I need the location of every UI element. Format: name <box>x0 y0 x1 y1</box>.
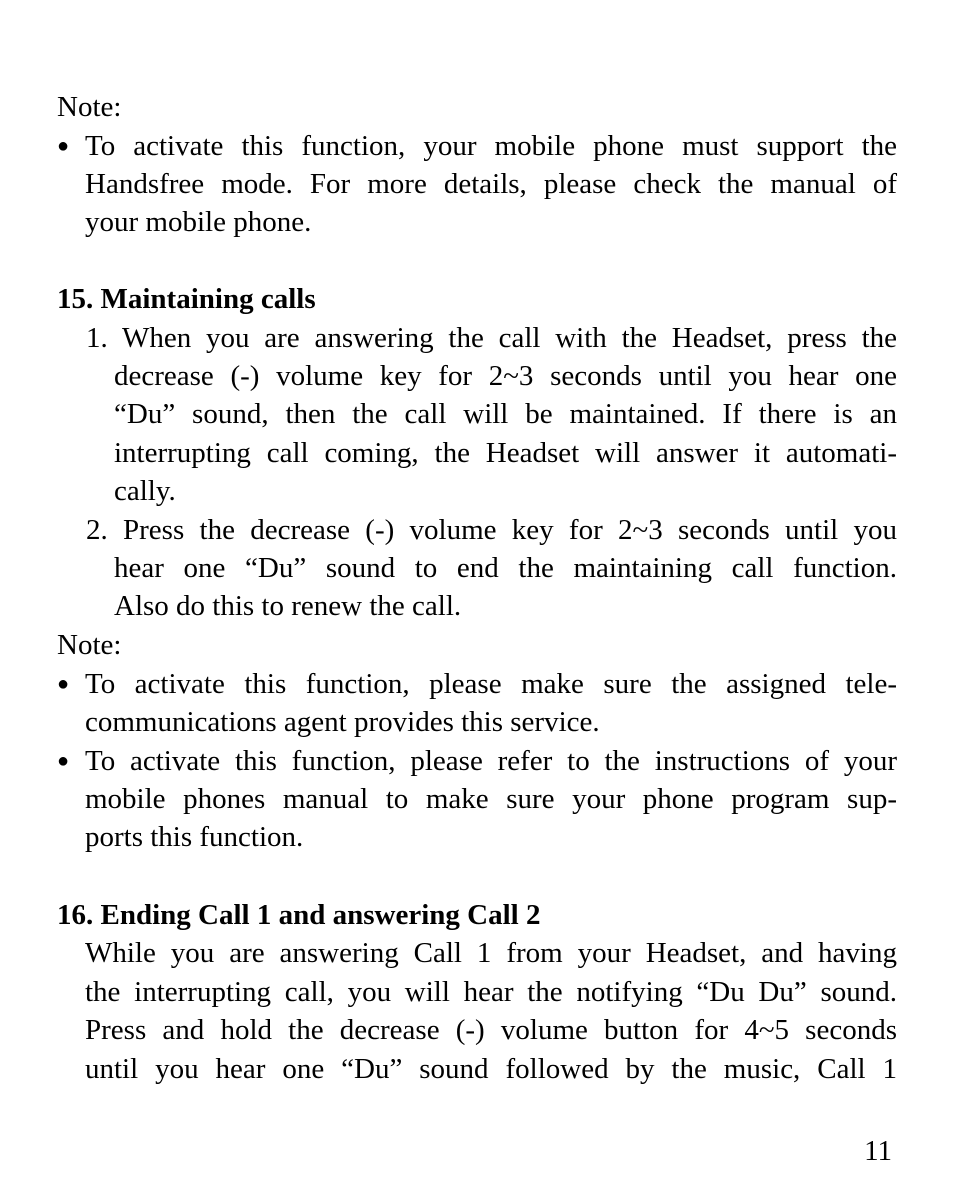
list-item-line: decrease (-) volume key for 2~3 seconds until you hear one <box>114 360 897 392</box>
note-line: ports this function. <box>85 821 304 853</box>
paragraph-line: the interrupting call, you will hear the notifying “Du Du” sound. <box>85 976 897 1008</box>
note-line: your mobile phone. <box>85 206 312 238</box>
page-number: 11 <box>864 1135 892 1167</box>
list-item-line: 2. Press the decrease (-) volume key for 2~3 seconds until you <box>86 514 897 546</box>
note-label: Note: <box>57 629 122 661</box>
note-line: Handsfree mode. For more details, please check the manual of <box>85 168 897 200</box>
bullet-icon: ● <box>57 673 70 695</box>
list-item-line: hear one “Du” sound to end the maintaining call function. <box>114 552 897 584</box>
bullet-icon: ● <box>57 750 70 772</box>
list-item-line: 1. When you are answering the call with the Headset, press the <box>86 322 897 354</box>
note-line: To activate this function, please make sure the assigned tele- <box>85 668 897 700</box>
paragraph-line: While you are answering Call 1 from your Headset, and having <box>85 937 897 969</box>
note-line: To activate this function, your mobile phone must support the <box>85 130 897 162</box>
section-heading: 16. Ending Call 1 and answering Call 2 <box>57 899 541 931</box>
list-item-line: Also do this to renew the call. <box>114 590 462 622</box>
bullet-icon: ● <box>57 135 70 157</box>
list-item-line: “Du” sound, then the call will be maintained. If there is an <box>114 398 897 430</box>
list-item-line: interrupting call coming, the Headset will answer it automati- <box>114 437 897 469</box>
paragraph-line: until you hear one “Du” sound followed by the music, Call 1 <box>85 1053 897 1085</box>
section-heading: 15. Maintaining calls <box>57 283 316 315</box>
note-line: To activate this function, please refer to the instructions of your <box>85 745 897 777</box>
note-line: mobile phones manual to make sure your phone program sup- <box>85 783 897 815</box>
list-item-line: cally. <box>114 475 176 507</box>
note-label: Note: <box>57 91 122 123</box>
note-line: communications agent provides this service. <box>85 706 600 738</box>
paragraph-line: Press and hold the decrease (-) volume button for 4~5 seconds <box>85 1014 897 1046</box>
